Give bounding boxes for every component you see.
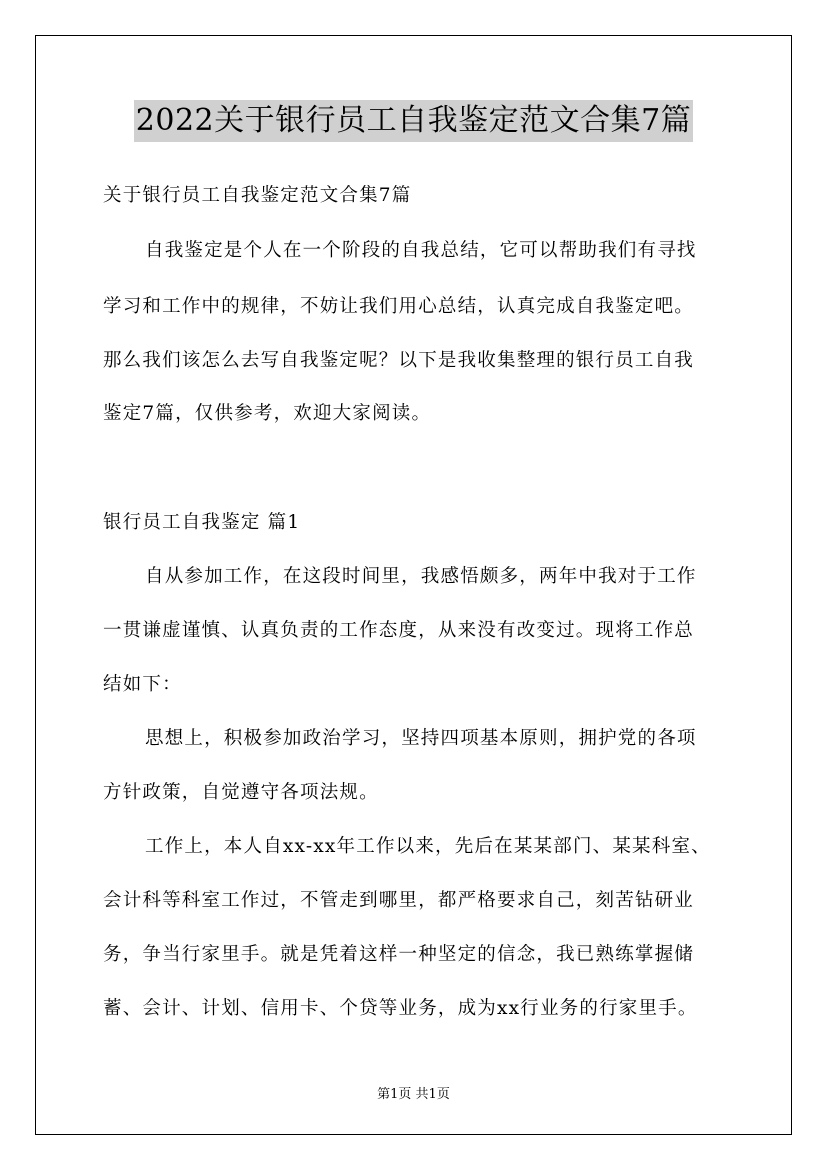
intro-line-3: 那么我们该怎么去写自我鉴定呢？以下是我收集整理的银行员工自我	[103, 350, 695, 371]
intro-line-4: 鉴定7篇，仅供参考，欢迎大家阅读。	[103, 403, 432, 424]
body-line-6: 工作上，本人自xx-xx年工作以来，先后在某某部门、某某科室、	[145, 836, 711, 857]
body-line-2: 一贯谦虚谨慎、认真负责的工作态度，从来没有改变过。现将工作总	[103, 620, 695, 641]
document-subtitle: 关于银行员工自我鉴定范文合集7篇	[103, 185, 412, 206]
body-line-1: 自从参加工作，在这段时间里，我感悟颇多，两年中我对于工作	[145, 566, 697, 587]
body-line-4: 思想上，积极参加政治学习，坚持四项基本原则，拥护党的各项	[145, 728, 697, 749]
document-title: 2022关于银行员工自我鉴定范文合集7篇	[134, 100, 693, 142]
intro-line-1: 自我鉴定是个人在一个阶段的自我总结，它可以帮助我们有寻找	[145, 240, 697, 261]
intro-line-2: 学习和工作中的规律，不妨让我们用心总结，认真完成自我鉴定吧。	[103, 296, 695, 317]
body-line-8: 务，争当行家里手。就是凭着这样一种坚定的信念，我已熟练掌握储	[103, 944, 695, 965]
body-line-9: 蓄、会计、计划、信用卡、个贷等业务，成为xx行业务的行家里手。	[103, 998, 698, 1019]
body-line-3: 结如下：	[103, 674, 182, 695]
title-container	[0, 100, 827, 142]
body-line-7: 会计科等科室工作过，不管走到哪里，都严格要求自己，刻苦钻研业	[103, 890, 695, 911]
body-line-5: 方针政策，自觉遵守各项法规。	[103, 782, 379, 803]
section-heading: 银行员工自我鉴定 篇1	[103, 512, 301, 533]
page-footer: 第1页 共1页	[377, 1087, 450, 1102]
